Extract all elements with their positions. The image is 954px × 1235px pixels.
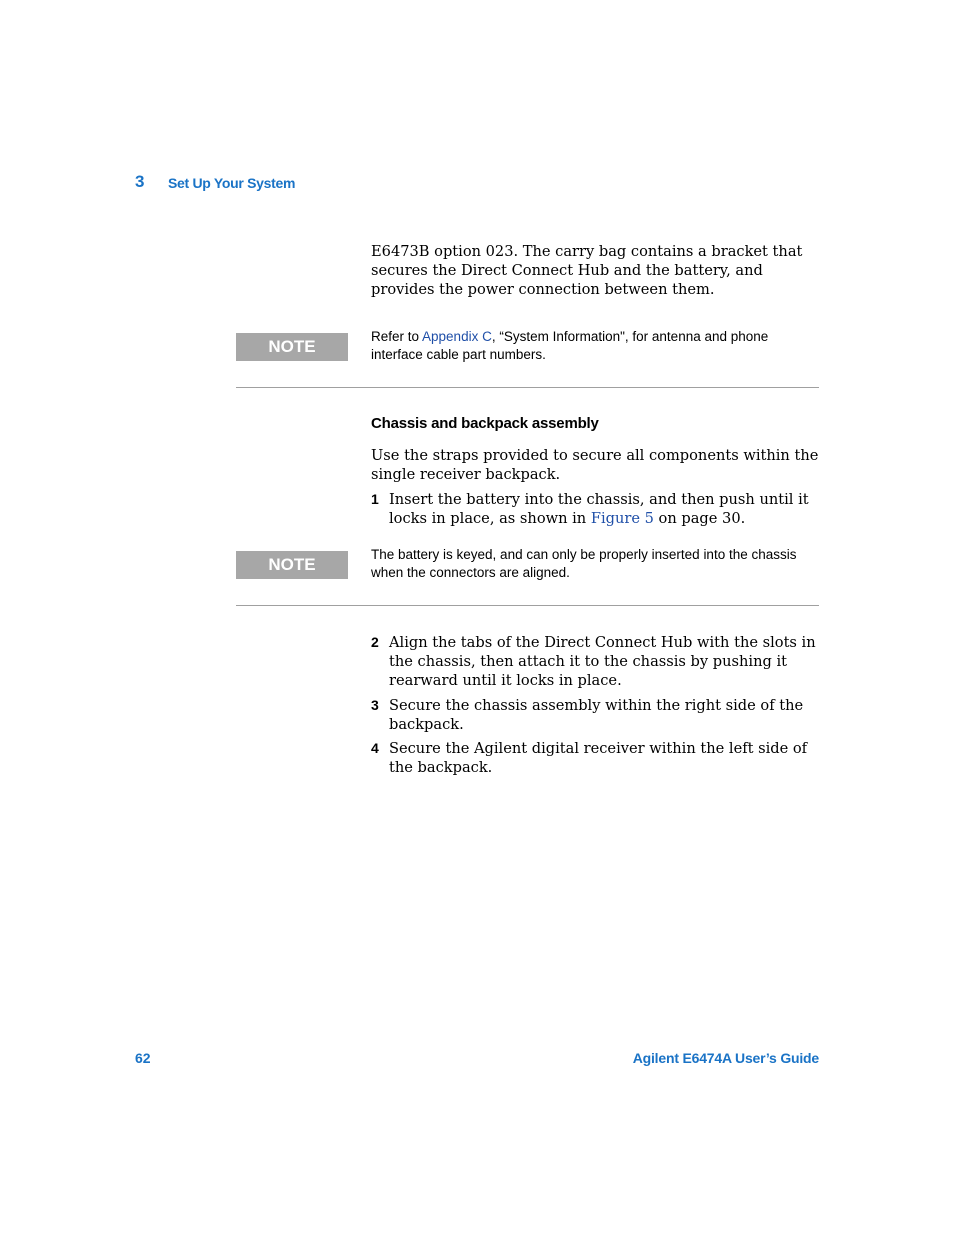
- note-badge: NOTE: [236, 333, 348, 361]
- step-number: 3: [371, 697, 379, 713]
- step-number: 2: [371, 634, 379, 650]
- page-number: 62: [135, 1050, 151, 1066]
- note-text: [371, 328, 821, 364]
- divider: [236, 387, 819, 388]
- note-text-after: , “System Information", for antenna and phone interface cable part numbers.: [371, 329, 769, 362]
- appendix-c-link[interactable]: Appendix C: [422, 329, 492, 344]
- step-text: Secure the chassis assembly within the right side of the backpack.: [389, 697, 804, 733]
- section-intro: Use the straps provided to secure all components within the single receiver backpack.: [371, 447, 819, 483]
- figure-5-link[interactable]: Figure 5: [590, 510, 654, 527]
- section-heading: Chassis and backpack assembly: [371, 415, 599, 432]
- step-item: [371, 490, 821, 528]
- step-text: Secure the Agilent digital receiver within the left side of the backpack.: [389, 740, 808, 776]
- step-number: 4: [371, 740, 379, 756]
- divider: [236, 605, 819, 606]
- chapter-title: Set Up Your System: [168, 175, 296, 191]
- step-item: [371, 696, 821, 734]
- note-badge: NOTE: [236, 551, 348, 579]
- step-item: [371, 633, 821, 690]
- note-text-before: Refer to: [371, 329, 423, 344]
- step-number: 1: [371, 491, 379, 507]
- step-text: [389, 490, 821, 528]
- note-text: The battery is keyed, and can only be properly inserted into the chassis when the connectors are aligned.: [371, 547, 797, 580]
- step-text-before: Insert the battery into the chassis, and then push until it locks in place, as shown in: [389, 491, 809, 527]
- guide-title: Agilent E6474A User’s Guide: [632, 1050, 819, 1066]
- intro-paragraph: E6473B option 023. The carry bag contains a bracket that secures the Direct Connect Hub and the battery, and provides the power connection between them.: [371, 243, 803, 298]
- step-text: Align the tabs of the Direct Connect Hub with the slots in the chassis, then attach it to the chassis by pushing it rearward until it locks in place.: [389, 634, 816, 689]
- step-text-after: on page 30.: [653, 510, 746, 527]
- step-item: [371, 739, 821, 777]
- chapter-number: 3: [135, 172, 145, 191]
